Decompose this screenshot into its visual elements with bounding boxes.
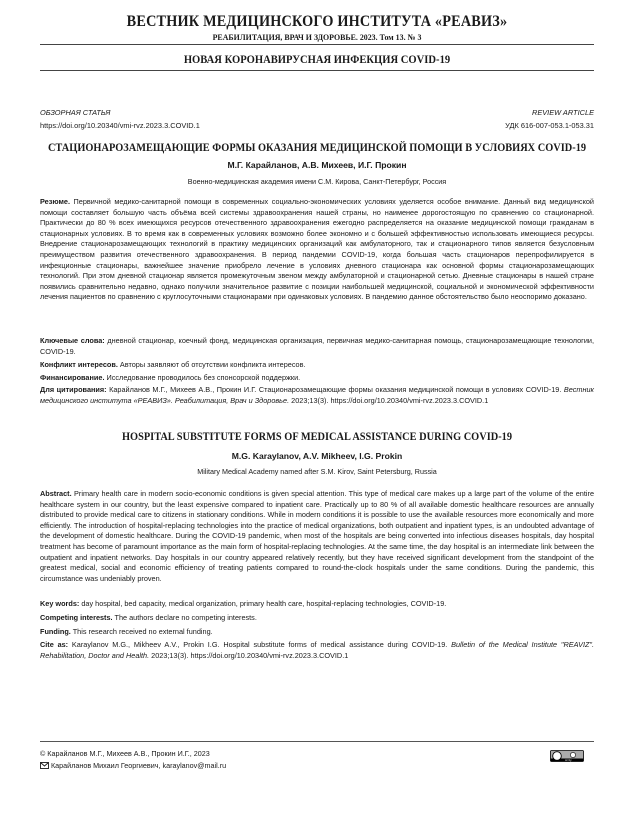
journal-subtitle: РЕАБИЛИТАЦИЯ, ВРАЧ И ЗДОРОВЬЕ. 2023. Том 13. № 3 — [212, 32, 422, 42]
conflict-en-label: Competing interests. — [40, 613, 113, 622]
abstract-ru-text: Первичной медико-санитарной помощи в современных социально-экономических условиях уделяется особое внимание. Данный вид медицинской помощи составляет большую часть объёма всей системы здравоохранения нашей страны, но наименее дорогостоящую по сравнению со стационарной. Практически до 80 % всех имеющихся ресурсов отечественного здравоохранения ежегодно распределяется на оказание медицинской помощи гражданам в стационарных условиях. В то время как в современных условиях возможно более экономно и с большей эффективностью использовать имеющиеся ресурсы. Внедрение стационарозамещающих технологий в практику медицинских организаций как амбулаторного, так и стационарного типов является безусловным преимуществом развития отечественного здравоохранения. В период пандемии COVID-19, когда большая часть стационаров перепрофилируется в инфекционные стационары, важнейшее значение приобрело лечение в условиях дневного стационара как основной формы стационарозамещающих технологий. При этом дневной стационар является промежуточным звеном между амбулаторной и стационарной сетью. Дневные стационары в нашей стране появились сравнительно недавно, однако получили значительное развитие с позиции наибольшей медицинской, социальной и экономической эффективности лечения пациентов по сравнению с круглосуточными стационарами при одинаковых условиях. В пандемию данное обстоятельство было неоспоримо доказано. — [40, 197, 594, 302]
affiliation-en: Military Medical Academy named after S.M. Kirov, Saint Petersburg, Russia — [197, 467, 437, 476]
conflict-en-text: The authors declare no competing interests. — [114, 613, 257, 622]
conflict-ru-label: Конфликт интересов. — [40, 360, 118, 369]
citation-ru-journal: Вестник медицинского института «РЕАВИЗ». Реабилитация, Врач и Здоровье. — [40, 385, 594, 405]
citation-en-journal: Bulletin of the Medical Institute "REAVIZ". Rehabilitation, Doctor and Health. — [40, 640, 595, 660]
contact-line — [40, 761, 226, 770]
abstract-ru-label: Резюме. — [40, 197, 70, 206]
article-title-ru: СТАЦИОНАРОЗАМЕЩАЮЩИЕ ФОРМЫ ОКАЗАНИЯ МЕДИЦИНСКОЙ ПОМОЩИ В УСЛОВИЯХ COVID-19 — [47, 142, 587, 154]
article-type-ru: ОБЗОРНАЯ СТАТЬЯ — [40, 108, 111, 117]
funding-ru-label: Финансирование. — [40, 373, 105, 382]
conflict-ru-text: Авторы заявляют об отсутствии конфликта интересов. — [119, 360, 306, 369]
citation-ru — [40, 385, 594, 406]
funding-en-label: Funding. — [40, 627, 71, 636]
funding-ru-text: Исследование проводилось без спонсорской поддержки. — [106, 373, 301, 382]
section-title: НОВАЯ КОРОНАВИРУСНАЯ ИНФЕКЦИЯ COVID-19 — [183, 54, 451, 66]
cc-badge-text: cc by — [565, 758, 572, 762]
keywords-en-label: Key words: — [40, 599, 80, 608]
citation-ru-label: Для цитирования: — [40, 385, 107, 394]
journal-title: ВЕСТНИК МЕДИЦИНСКОГО ИНСТИТУТА «РЕАВИЗ» — [126, 13, 508, 30]
citation-ru-tail: 2023;13(3). https://doi.org/10.20340/vmi-rvz.2023.3.COVID.1 — [291, 395, 489, 405]
abstract-ru — [40, 197, 594, 303]
citation-en-label: Cite as: — [40, 640, 69, 649]
conflict-ru — [40, 360, 594, 371]
cc-by-license-icon[interactable] — [550, 750, 584, 762]
footer-divider — [40, 741, 594, 742]
keywords-en — [40, 599, 594, 610]
citation-en — [40, 640, 594, 661]
article-type-en: REVIEW ARTICLE — [531, 108, 594, 117]
citation-ru-text: Карайланов М.Г., Михеев А.В., Прокин И.Г. Стационарозамещающие формы оказания медицинской помощи в условиях COVID-19. — [109, 385, 562, 394]
funding-ru — [40, 373, 594, 384]
abstract-en — [40, 489, 594, 584]
header-divider — [40, 44, 594, 45]
section-divider — [40, 70, 594, 71]
contact-text[interactable]: Карайланов Михаил Георгиевич, karaylanov@mail.ru — [51, 761, 227, 770]
citation-en-tail: 2023;13(3). https://doi.org/10.20340/vmi-rvz.2023.3.COVID.1 — [151, 650, 349, 660]
doi-link[interactable]: https://doi.org/10.20340/vmi-rvz.2023.3.COVID.1 — [40, 121, 200, 130]
abstract-en-text: Primary health care in modern socio-economic conditions is given special attention. This type of medical care makes up a large part of the volume of the entire healthcare system in our country, but the least expensive compared to inpatient care. Practically up to 80 % of all available domestic healthcare resources are annually distributed to provide medical care to citizens in stationary conditions. While in modern conditions it is possible to use the available resources more economically and more efficiently. The introduction of hospital-replacing technologies into the practice of medical organizations, both outpatient and inpatient types, is an undoubted advantage of the development of domestic healthcare. During the COVID-19 pandemic, when most of the hospitals are being converted into infectious diseases hospitals, day hospital treatment has become of paramount importance as the main form of hospital-replacing technologies. At the same time, the day hospital is an intermediate link between the outpatient and inpatient networks. Day hospitals in our country appeared relatively recently, but they have received significant development from the standpoint of the greatest medical, social and economic efficiency of treating patients compared to round-the-clock hospitals under the same conditions. During the pandemic, this circumstance was undeniably proven. — [40, 489, 594, 583]
copyright-line: © Карайланов М.Г., Михеев А.В., Прокин И.Г., 2023 — [40, 749, 210, 758]
article-title-en: HOSPITAL SUBSTITUTE FORMS OF MEDICAL ASSISTANCE DURING COVID-19 — [121, 431, 513, 443]
conflict-en — [40, 613, 594, 624]
authors-en: M.G. Karaylanov, A.V. Mikheev, I.G. Prokin — [231, 451, 403, 461]
citation-en-text: Karaylanov M.G., Mikheev A.V., Prokin I.G. Hospital substitute forms of medical assistance during COVID-19. — [71, 640, 448, 649]
affiliation-ru: Военно-медицинская академия имени С.М. Кирова, Санкт-Петербург, Россия — [187, 177, 447, 186]
funding-en-text: This research received no external funding. — [72, 627, 213, 636]
keywords-en-text: day hospital, bed capacity, medical organization, primary health care, hospital-replacing technologies, COVID-19. — [81, 599, 447, 608]
udc-code: УДК 616-007-053.1-053.31 — [505, 121, 594, 130]
funding-en — [40, 627, 594, 638]
keywords-ru — [40, 336, 594, 357]
envelope-icon — [40, 762, 49, 769]
keywords-ru-text: дневной стационар, коечный фонд, медицинская организация, первичная медико-санитарная помощь, стационарозамещающие технологии, COVID-19. — [40, 336, 595, 356]
authors-ru: М.Г. Карайланов, А.В. Михеев, И.Г. Прокин — [227, 160, 407, 170]
keywords-ru-label: Ключевые слова: — [40, 336, 105, 345]
abstract-en-label: Abstract. — [40, 489, 72, 498]
